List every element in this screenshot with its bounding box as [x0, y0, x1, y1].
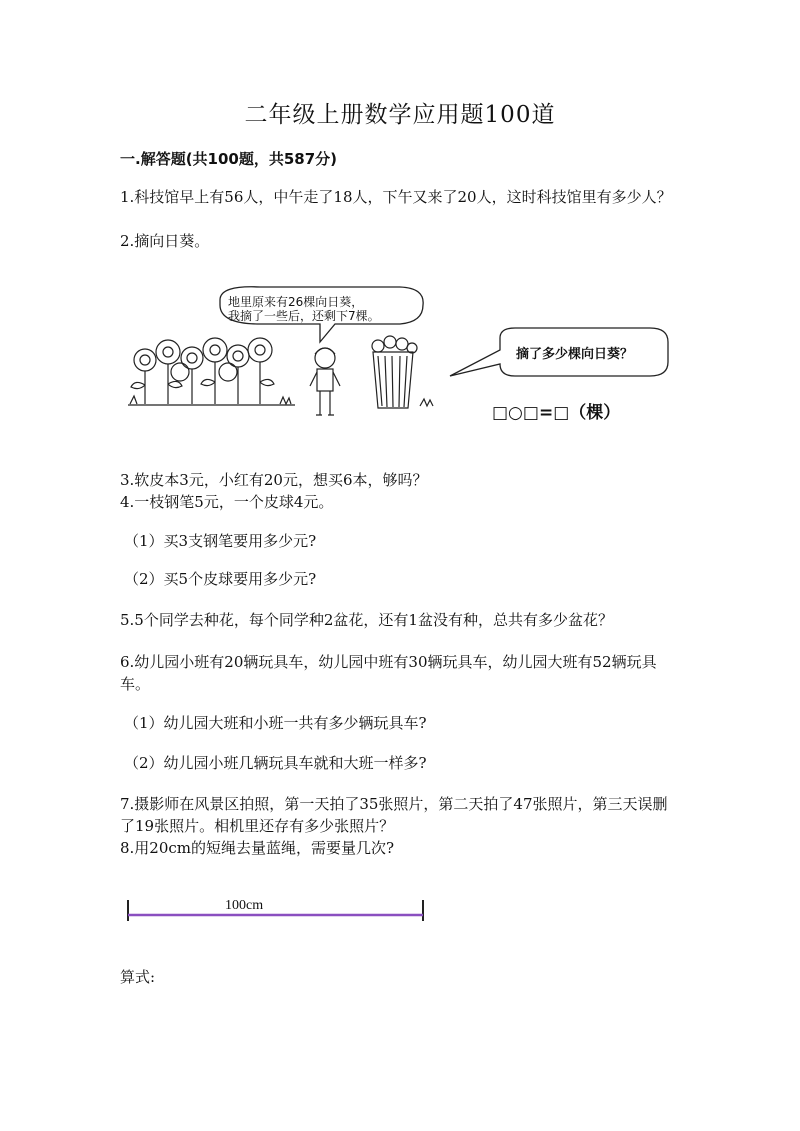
- question-4-part-2: （2）买5个皮球要用多少元?: [124, 570, 317, 588]
- question-5: 5.5个同学去种花，每个同学种2盆花，还有1盆没有种，总共有多少盆花？: [120, 611, 613, 629]
- bubble-boy-line1: 地里原来有26棵向日葵，: [228, 295, 364, 309]
- question-8: 8.用20cm的短绳去量蓝绳，需要量几次?: [120, 839, 395, 857]
- question-6: 6.幼儿园小班有20辆玩具车，幼儿园中班有30辆玩具车，幼儿园大班有52辆玩具车。: [120, 653, 657, 693]
- question-6-part-2: （2）幼儿园小班几辆玩具车就和大班一样多?: [124, 754, 427, 772]
- flower-basket-icon: [372, 336, 433, 408]
- sunflower-figure: [120, 280, 680, 430]
- sunflower-group-icon: [128, 338, 295, 405]
- bubble-question-text: 摘了多少棵向日葵？: [516, 347, 634, 362]
- question-7: 7.摄影师在风景区拍照，第一天拍了35张照片，第二天拍了47张照片，第三天误删了19张照片。相机里还存有多少张照片？: [120, 795, 668, 835]
- equation-blank: □○□=□（棵）: [492, 403, 621, 423]
- question-2: 2.摘向日葵。: [120, 232, 210, 250]
- rope-length-label: 100cm: [225, 898, 264, 913]
- question-6-part-1: （1）幼儿园大班和小班一共有多少辆玩具车?: [124, 714, 427, 732]
- question-1: 1.科技馆早上有56人，中午走了18人，下午又来了20人，这时科技馆里有多少人？: [120, 188, 672, 206]
- question-4-part-1: （1）买3支钢笔要用多少元?: [124, 532, 317, 550]
- boy-icon: [310, 348, 340, 415]
- question-3: 3.软皮本3元，小红有20元，想买6本，够吗？: [120, 471, 428, 489]
- section-heading: 一.解答题(共100题，共587分): [120, 150, 338, 168]
- page-title: 二年级上册数学应用题100道: [244, 102, 556, 128]
- rope-figure: [120, 890, 440, 930]
- bubble-boy-line2: 我摘了一些后，还剩下7棵。: [228, 309, 380, 323]
- question-4: 4.一枝钢笔5元，一个皮球4元。: [120, 493, 334, 511]
- answer-label: 算式:: [120, 968, 156, 986]
